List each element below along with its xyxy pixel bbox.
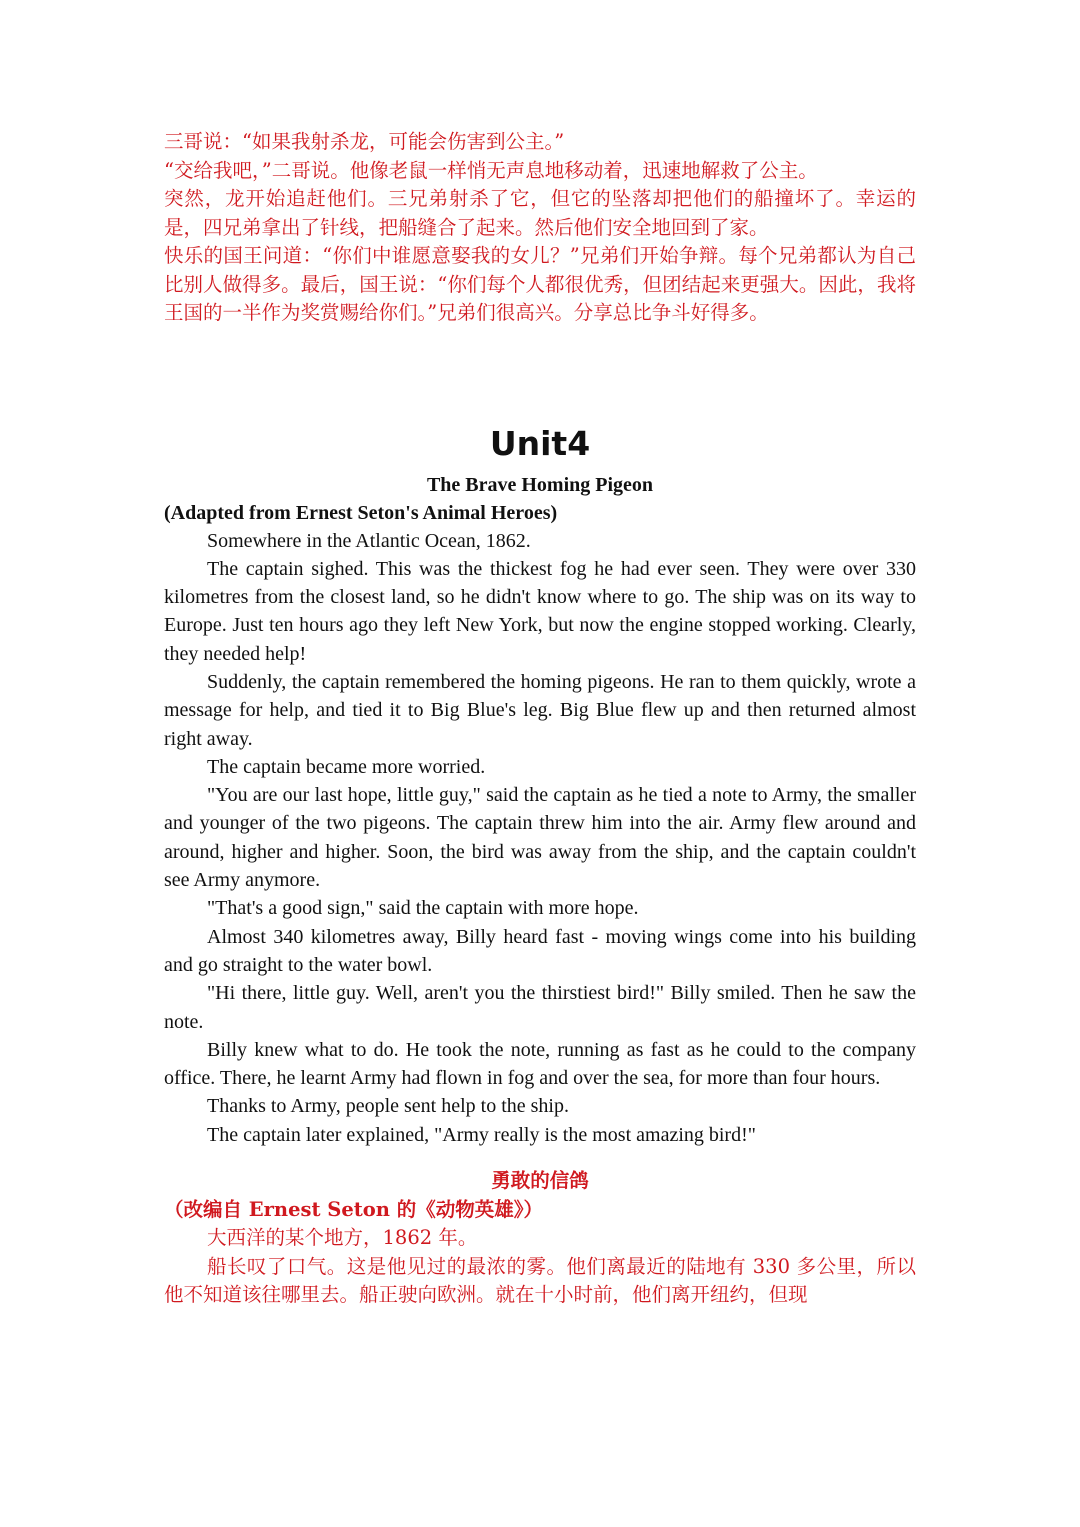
prev-translation-paragraph: “交给我吧，”二哥说。他像老鼠一样悄无声息地移动着，迅速地解救了公主。 [164,158,818,182]
section-spacer [164,1149,916,1167]
unit-title: Unit4 [489,423,591,463]
prev-translation-paragraph: 突然，龙开始追赶他们。三兄弟射杀了它，但它的坠落却把他们的船撞坏了。幸运的是，四兄弟拿出了针线，把船缝合了起来。然后他们安全地回到了家。 [164,187,916,239]
story-paragraph: Almost 340 kilometres away, Billy heard fast - moving wings come into his building and go straight to the water bowl. [164,925,916,976]
story-paragraph: "You are our last hope, little guy," said the captain as he tied a note to Army, the smaller and younger of the two pigeons. The captain threw him into the air. Army flew around and around, higher and higher. Soon, the bird was away from the ship, and the captain couldn't see Army anymore. [164,784,916,892]
prev-translation-paragraph: 三哥说：“如果我射杀龙，可能会伤害到公主。” [164,130,565,153]
story-title: The Brave Homing Pigeon [426,473,654,496]
translation-paragraph: 大西洋的某个地方，1862 年。 [207,1226,478,1250]
story-paragraph: The captain became more worried. [207,755,486,778]
translation-paragraph: 船长叹了口气。这是他见过的最浓的雾。他们离最近的陆地有 330 多公里，所以他不知道该往哪里去。船正驶向欧洲。就在十小时前，他们离开纽约，但现 [164,1254,916,1307]
translation-title: 勇敢的信鸽 [491,1169,589,1193]
document-page [164,128,916,1310]
story-paragraph: "That's a good sign," said the captain with more hope. [207,897,639,920]
story-source: (Adapted from Ernest Seton's Animal Heroes) [164,501,558,524]
translation-source: （改编自 Ernest Seton 的《动物英雄》） [164,1197,544,1221]
story-paragraph: "Hi there, little guy. Well, aren't you the thirstiest bird!" Billy smiled. Then he saw the note. [164,982,916,1033]
story-paragraph: Somewhere in the Atlantic Ocean, 1862. [207,529,531,552]
story-paragraph: Thanks to Army, people sent help to the ship. [207,1095,569,1118]
prev-translation-paragraph: 快乐的国王问道：“你们中谁愿意娶我的女儿？”兄弟们开始争辩。每个兄弟都认为自己比别人做得多。最后，国王说：“你们每个人都很优秀，但团结起来更强大。因此，我将王国的一半作为奖赏赐给你们。”兄弟们很高兴。分享总比争斗好得多。 [164,244,916,324]
story-paragraph: The captain later explained, "Army really is the most amazing bird!" [207,1123,756,1146]
story-paragraph: Suddenly, the captain remembered the homing pigeons. He ran to them quickly, wrote a message for help, and tied it to Big Blue's leg. Big Blue flew up and then returned almost right away. [164,670,916,750]
story-paragraph: Billy knew what to do. He took the note, running as fast as he could to the company office. There, he learnt Army had flown in fog and over the sea, for more than four hours. [164,1038,916,1090]
section-spacer [164,328,916,424]
section-spacer [164,463,916,471]
story-paragraph: The captain sighed. This was the thickest fog he had ever seen. They were over 330 kilometres from the closest land, so he didn't know where to go. The ship was on its way to Europe. Just ten hours ago they left New York, but now the engine stopped working. Clearly, they needed help! [164,557,916,665]
